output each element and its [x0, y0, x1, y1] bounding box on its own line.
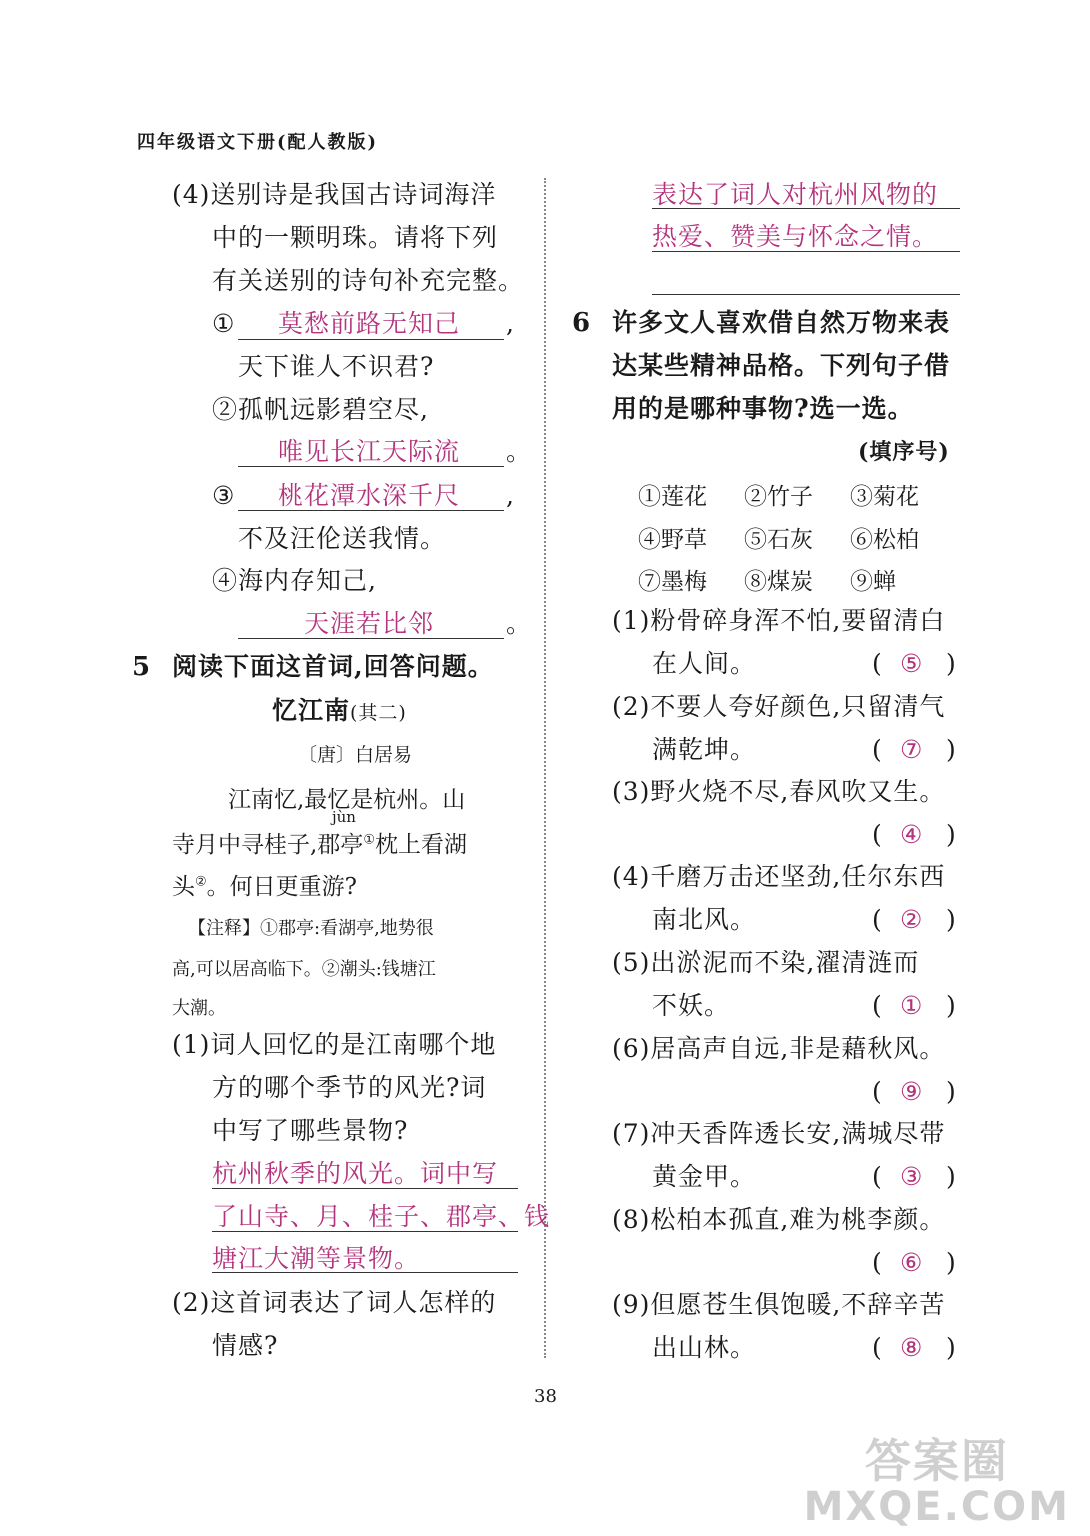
q6-item4-line2: 南北风。	[652, 905, 757, 934]
q4-item1-marker: ①	[212, 309, 236, 338]
poem-line-2b: 枕上看湖	[374, 832, 467, 858]
q6-item3-line1: (3)野火烧不尽,春风吹又生。	[612, 777, 946, 806]
q4-item3-after: 不及汪伦送我情。	[238, 524, 447, 553]
q6-option-2: ②竹子	[744, 484, 813, 510]
q6-item7-paren-close: )	[946, 1162, 957, 1191]
q5-prompt: 阅读下面这首词,回答问题。	[172, 652, 494, 681]
q6-item1-paren-open: (	[872, 649, 883, 678]
poem-line-1: 江南忆,最忆是杭州。山	[228, 787, 466, 813]
q6-item2-line1: (2)不要人夸好颜色,只留清气	[612, 692, 946, 721]
q6-item9-answer[interactable]: ⑧	[900, 1333, 924, 1362]
q6-item9-paren-open: (	[872, 1333, 883, 1362]
column-divider	[544, 178, 546, 1358]
q5-sub2-blank-1[interactable]	[652, 208, 960, 209]
q4-line-3: 有关送别的诗句补充完整。	[212, 266, 525, 295]
q6-item6-paren-close: )	[946, 1077, 957, 1106]
q6-option-5: ⑤石灰	[744, 527, 813, 553]
q4-item4-before: ④海内存知己,	[212, 566, 377, 595]
q5-sub1-blank-2[interactable]	[212, 1231, 518, 1232]
watermark-line-2: MXQE.COM	[803, 1484, 1070, 1530]
q5-sub1-line-2: 方的哪个季节的风光?词	[212, 1073, 487, 1102]
q4-item3-answer: 桃花潭水深千尺	[278, 481, 461, 510]
q4-item3-tail: ,	[506, 481, 515, 510]
q6-option-7: ⑦墨梅	[638, 569, 707, 595]
q5-sub1-answer-1: 杭州秋季的风光。词中写	[212, 1159, 499, 1188]
q6-item5-paren-open: (	[872, 991, 883, 1020]
q5-sub2-line-1: (2)这首词表达了词人怎样的	[172, 1288, 497, 1317]
q6-item4-line1: (4)千磨万击还坚劲,任尔东西	[612, 862, 946, 891]
q6-item3-paren-open: (	[872, 820, 883, 849]
q6-hint: (填序号)	[858, 439, 950, 465]
q6-item7-line2: 黄金甲。	[652, 1162, 757, 1191]
q6-prompt-3: 用的是哪种事物?选一选。	[612, 394, 914, 423]
q6-item2-line2: 满乾坤。	[652, 735, 757, 764]
q6-item2-paren-close: )	[946, 735, 957, 764]
page-header: 四年级语文下册(配人教版)	[137, 132, 379, 153]
q6-item8-paren-close: )	[946, 1248, 957, 1277]
q5-sub2-blank-2[interactable]	[652, 251, 960, 252]
q6-item5-answer[interactable]: ①	[900, 991, 924, 1020]
q6-item1-line1: (1)粉骨碎身浑不怕,要留清白	[612, 606, 946, 635]
q6-item8-paren-open: (	[872, 1248, 883, 1277]
q6-item1-answer[interactable]: ⑤	[900, 649, 924, 678]
q4-line-1: (4)送别诗是我国古诗词海洋	[172, 180, 497, 209]
q5-sub2-answer-1: 表达了词人对杭州风物的	[652, 180, 939, 209]
q5-sub1-blank-1[interactable]	[212, 1188, 518, 1189]
poem-note-1: 【注释】①郡亭:看湖亭,地势很	[188, 918, 434, 939]
poem-pinyin: jùn	[332, 808, 356, 826]
q5-sub2-answer-2: 热爱、赞美与怀念之情。	[652, 222, 939, 251]
poem-title-note: (其二)	[350, 702, 407, 724]
q6-item6-answer[interactable]: ⑨	[900, 1077, 924, 1106]
q6-item4-paren-close: )	[946, 905, 957, 934]
q6-number: 6	[572, 308, 591, 338]
q4-item3-marker: ③	[212, 481, 236, 510]
q4-item2-answer: 唯见长江天际流	[278, 437, 461, 466]
q6-option-8: ⑧煤炭	[744, 569, 813, 595]
q5-sub2-line-2: 情感?	[212, 1331, 279, 1360]
q5-sub1-line-1: (1)词人回忆的是江南哪个地	[172, 1030, 497, 1059]
q4-item1-answer: 莫愁前路无知己	[278, 309, 461, 338]
q6-option-9: ⑨蝉	[850, 569, 896, 595]
q6-item1-line2: 在人间。	[652, 649, 757, 678]
q6-item7-answer[interactable]: ③	[900, 1162, 924, 1191]
q6-option-6: ⑥松柏	[850, 527, 919, 553]
q5-number: 5	[132, 652, 151, 682]
q6-item7-line1: (7)冲天香阵透长安,满城尽带	[612, 1119, 946, 1148]
q6-item8-answer[interactable]: ⑥	[900, 1248, 924, 1277]
q4-item1-tail: ,	[506, 309, 515, 338]
watermark-line-1: 答案圈	[864, 1434, 1009, 1488]
q6-item6-line1: (6)居高声自远,非是藉秋风。	[612, 1034, 946, 1063]
q6-option-3: ③菊花	[850, 484, 919, 510]
q4-item2-before: ②孤帆远影碧空尽,	[212, 395, 429, 424]
q5-sub1-answer-2: 了山寺、月、桂子、郡亭、钱	[212, 1202, 551, 1231]
poem-sup-2: ②	[195, 874, 207, 890]
q6-item6-paren-open: (	[872, 1077, 883, 1106]
q6-item9-line1: (9)但愿苍生俱饱暖,不辞辛苦	[612, 1290, 946, 1319]
poem-title: 忆江南	[272, 696, 351, 725]
q6-option-1: ①莲花	[638, 484, 707, 510]
q4-item4-answer: 天涯若比邻	[304, 609, 435, 638]
poem-sup-1: ①	[363, 832, 375, 848]
q6-item5-paren-close: )	[946, 991, 957, 1020]
q4-item4-tail: 。	[506, 609, 533, 638]
q6-item4-answer[interactable]: ②	[900, 905, 924, 934]
q6-prompt-1: 许多文人喜欢借自然万物来表	[612, 308, 951, 337]
q4-item1-blank[interactable]	[238, 339, 504, 340]
q5-sub1-answer-3: 塘江大潮等景物。	[212, 1244, 421, 1273]
q6-item9-line2: 出山林。	[652, 1333, 757, 1362]
q4-item2-tail: 。	[506, 437, 533, 466]
poem-note-3: 大潮。	[172, 998, 226, 1019]
q5-sub1-blank-3[interactable]	[212, 1272, 518, 1273]
q6-item5-line1: (5)出淤泥而不染,濯清涟而	[612, 948, 920, 977]
q6-item1-paren-close: )	[946, 649, 957, 678]
q6-item9-paren-close: )	[946, 1333, 957, 1362]
watermark-logo	[803, 1434, 1070, 1530]
q6-item7-paren-open: (	[872, 1162, 883, 1191]
poem-author: 〔唐〕白居易	[298, 744, 413, 766]
q6-item2-paren-open: (	[872, 735, 883, 764]
poem-line-3a: 头	[172, 874, 195, 900]
q6-item4-paren-open: (	[872, 905, 883, 934]
q6-prompt-2: 达某些精神品格。下列句子借	[612, 351, 951, 380]
q5-sub1-line-3: 中写了哪些景物?	[212, 1116, 409, 1145]
q6-item8-line1: (8)松柏本孤直,难为桃李颜。	[612, 1205, 946, 1234]
q4-line-2: 中的一颗明珠。请将下列	[212, 223, 499, 252]
q6-item3-answer[interactable]: ④	[900, 820, 924, 849]
q6-option-4: ④野草	[638, 527, 707, 553]
poem-line-3b: 。何日更重游?	[206, 874, 357, 900]
q6-item5-line2: 不妖。	[652, 991, 731, 1020]
q6-item2-answer[interactable]: ⑦	[900, 735, 924, 764]
poem-line-2: 寺月中寻桂子,郡亭	[172, 832, 364, 858]
page-number: 38	[534, 1386, 557, 1407]
q4-item1-after: 天下谁人不识君?	[238, 352, 435, 381]
poem-note-2: 高,可以居高临下。②潮头:钱塘江	[172, 959, 436, 980]
q6-item3-paren-close: )	[946, 820, 957, 849]
q5-sub2-blank-3[interactable]	[652, 294, 960, 295]
